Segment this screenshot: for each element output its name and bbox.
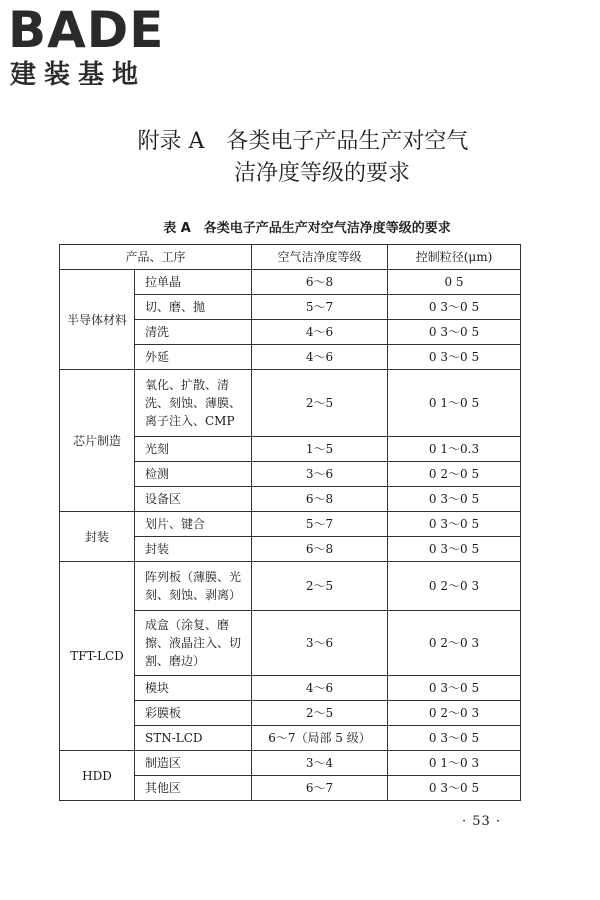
grade-cell: 6～8 <box>252 487 388 512</box>
table-caption: 表 A 各类电子产品生产对空气洁净度等级的要求 <box>163 221 451 236</box>
grade-cell: 2～5 <box>252 701 388 726</box>
table-row <box>60 751 521 776</box>
page-number: · 53 · <box>462 814 502 829</box>
logo <box>8 1 178 94</box>
grade-cell: 5～7 <box>252 512 388 537</box>
grade-cell: 1～5 <box>252 437 388 462</box>
process-cell: 清洗 <box>135 320 252 345</box>
particle-cell: 0 2～0 3 <box>388 701 521 726</box>
particle-cell: 0 5 <box>388 270 521 295</box>
process-cell: 拉单晶 <box>135 270 252 295</box>
process-cell: 光刻 <box>135 437 252 462</box>
category-cell: 芯片制造 <box>60 370 135 512</box>
category-cell: 封装 <box>60 512 135 562</box>
process-cell: 模块 <box>135 676 252 701</box>
process-cell: 氧化、扩散、清洗、刻蚀、薄膜、离子注入、CMP <box>135 370 252 437</box>
process-cell: 设备区 <box>135 487 252 512</box>
table-row <box>60 370 521 437</box>
header-product-process: 产品、工序 <box>60 245 252 270</box>
grade-cell: 6～8 <box>252 537 388 562</box>
table-row <box>60 270 521 295</box>
grade-cell: 2～5 <box>252 562 388 611</box>
category-cell: 半导体材料 <box>60 270 135 370</box>
process-cell: 检测 <box>135 462 252 487</box>
appendix-heading <box>0 126 600 190</box>
header-particle-size: 控制粒径(μm) <box>388 245 521 270</box>
category-cell: TFT-LCD <box>60 562 135 751</box>
particle-cell: 0 3～0 5 <box>388 537 521 562</box>
particle-cell: 0 2～0 5 <box>388 462 521 487</box>
cleanliness-table <box>59 244 521 801</box>
grade-cell: 3～6 <box>252 611 388 676</box>
process-cell: 外延 <box>135 345 252 370</box>
process-cell: 封装 <box>135 537 252 562</box>
particle-cell: 0 3～0 5 <box>388 345 521 370</box>
grade-cell: 3～4 <box>252 751 388 776</box>
process-cell: 划片、键合 <box>135 512 252 537</box>
table-row <box>60 562 521 611</box>
particle-cell: 0 2～0 3 <box>388 611 521 676</box>
particle-cell: 0 2～0 3 <box>388 562 521 611</box>
grade-cell: 2～5 <box>252 370 388 437</box>
logo-subtitle: 建装基地 <box>10 60 147 90</box>
particle-cell: 0 3～0 5 <box>388 676 521 701</box>
grade-cell: 4～6 <box>252 676 388 701</box>
grade-cell: 5～7 <box>252 295 388 320</box>
process-cell: STN-LCD <box>135 726 252 751</box>
particle-cell: 0 3～0 5 <box>388 726 521 751</box>
table-row <box>60 512 521 537</box>
category-cell: HDD <box>60 751 135 801</box>
particle-cell: 0 3～0 5 <box>388 295 521 320</box>
header-cleanliness-grade: 空气洁净度等级 <box>252 245 388 270</box>
grade-cell: 4～6 <box>252 345 388 370</box>
process-cell: 彩膜板 <box>135 701 252 726</box>
heading-line-2: 洁净度等级的要求 <box>233 161 410 186</box>
grade-cell: 6～8 <box>252 270 388 295</box>
grade-cell: 6～7（局部 5 级） <box>252 726 388 751</box>
process-cell: 成盒（涂复、磨擦、液晶注入、切割、磨边） <box>135 611 252 676</box>
particle-cell: 0 3～0 5 <box>388 487 521 512</box>
grade-cell: 4～6 <box>252 320 388 345</box>
heading-line-1: 附录 A 各类电子产品生产对空气 <box>137 129 469 154</box>
table-header-row <box>60 245 521 270</box>
grade-cell: 6～7 <box>252 776 388 801</box>
process-cell: 切、磨、抛 <box>135 295 252 320</box>
grade-cell: 3～6 <box>252 462 388 487</box>
particle-cell: 0 3～0 5 <box>388 776 521 801</box>
process-cell: 阵列板（薄膜、光刻、刻蚀、剥离） <box>135 562 252 611</box>
logo-wordmark: BADE <box>8 1 165 59</box>
process-cell: 制造区 <box>135 751 252 776</box>
particle-cell: 0 3～0 5 <box>388 512 521 537</box>
particle-cell: 0 1～0 5 <box>388 370 521 437</box>
particle-cell: 0 1～0.3 <box>388 437 521 462</box>
particle-cell: 0 3～0 5 <box>388 320 521 345</box>
particle-cell: 0 1～0 3 <box>388 751 521 776</box>
process-cell: 其他区 <box>135 776 252 801</box>
